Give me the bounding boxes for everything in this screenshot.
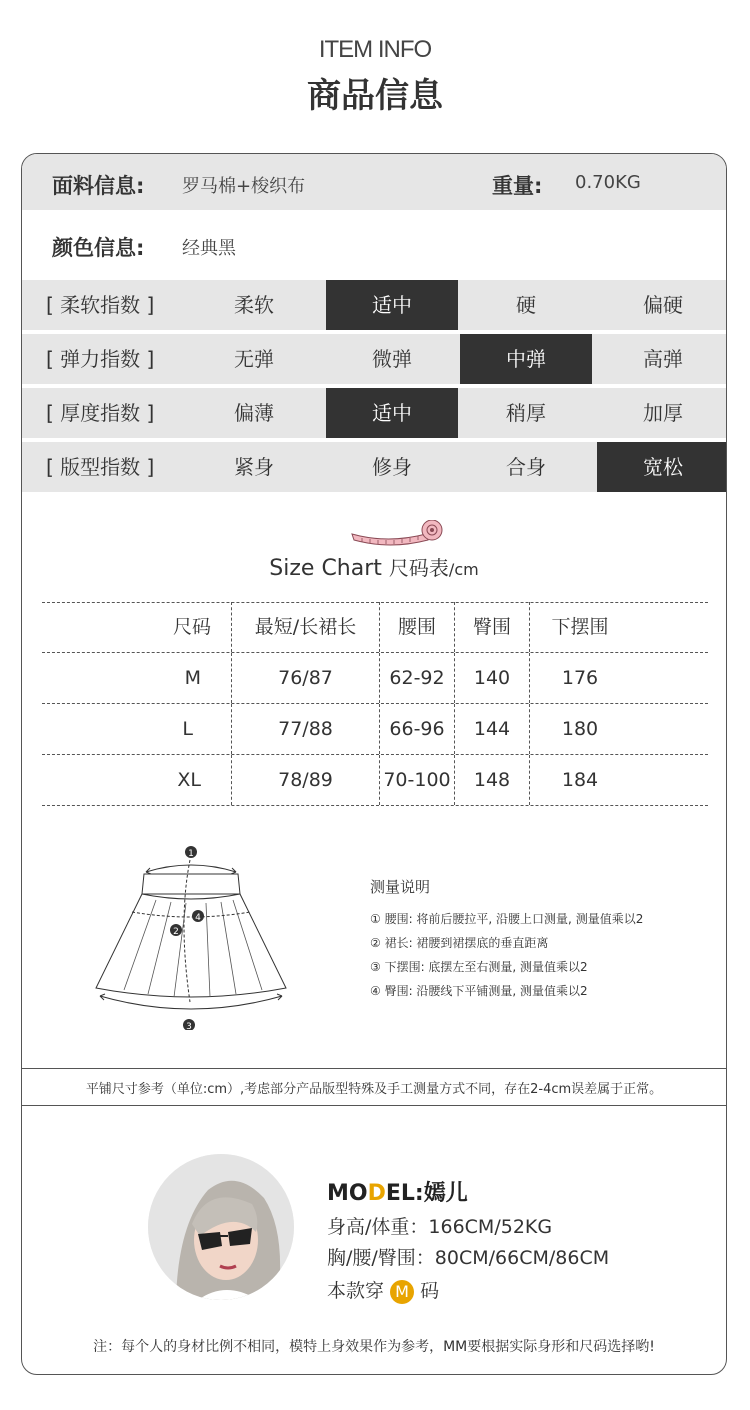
table-cell: 180 — [561, 718, 599, 740]
table-row — [42, 653, 708, 704]
index-option: 中弹 — [460, 334, 592, 384]
table-cell: 77/88 — [232, 704, 380, 754]
fabric-label: 面料信息: — [52, 174, 145, 198]
index-option: 微弹 — [372, 347, 412, 371]
measure-item: ③ 下摆围: 底摆左至右测量, 测量值乘以2 — [370, 960, 588, 974]
measure-item: ② 裙长: 裙腰到裙摆底的垂直距离 — [370, 936, 549, 950]
index-row-thickness — [22, 388, 726, 438]
model-note: 注：每个人的身材比例不相同，模特上身效果作为参考，MM要根据实际身形和尺码选择哟! — [93, 1339, 655, 1355]
table-cell: 176 — [561, 667, 599, 689]
model-prefix-accent: D — [367, 1181, 386, 1206]
table-header-cell: 下摆围 — [551, 616, 609, 638]
divider — [22, 1105, 726, 1106]
table-header-cell: 尺码 — [42, 602, 232, 652]
fabric-row — [22, 154, 726, 210]
product-info-card — [21, 153, 727, 1375]
index-name: [ 弹力指数 ] — [46, 347, 155, 371]
marker-label: 3 — [186, 1022, 192, 1030]
table-cell: XL — [42, 755, 232, 805]
index-option: 偏薄 — [234, 401, 274, 425]
table-cell: 144 — [455, 704, 530, 754]
table-cell: 140 — [455, 653, 530, 703]
index-option: 适中 — [326, 388, 458, 438]
weight-label: 重量: — [492, 174, 543, 198]
table-header-cell: 最短/长裙长 — [232, 602, 380, 652]
size-chart-unit: /cm — [448, 560, 479, 579]
model-photo-icon — [148, 1154, 294, 1300]
index-option: 偏硬 — [643, 293, 683, 317]
table-cell: 184 — [561, 769, 599, 791]
index-option: 加厚 — [643, 401, 683, 425]
model-name — [327, 1176, 468, 1207]
table-cell: 148 — [455, 755, 530, 805]
model-avatar — [148, 1154, 294, 1300]
index-option: 合身 — [506, 455, 546, 479]
table-row — [42, 755, 708, 806]
index-option: 适中 — [326, 280, 458, 330]
header-title-en: ITEM INFO — [318, 36, 432, 63]
header-title-zh: 商品信息 — [307, 76, 443, 116]
size-chart-title-zh: 尺码表 — [388, 556, 449, 580]
color-value: 经典黑 — [182, 238, 236, 259]
index-name: [ 柔软指数 ] — [46, 293, 155, 317]
table-row — [42, 704, 708, 755]
size-badge: M — [390, 1280, 414, 1304]
index-option: 高弹 — [643, 347, 683, 371]
model-prefix: MO — [327, 1181, 368, 1206]
index-option: 修身 — [372, 455, 412, 479]
table-header-row — [42, 602, 708, 653]
weight-value: 0.70KG — [575, 172, 641, 193]
model-prefix-end: EL: — [385, 1181, 424, 1206]
table-cell: 78/89 — [232, 755, 380, 805]
index-option: 紧身 — [234, 455, 274, 479]
index-option: 宽松 — [597, 442, 727, 492]
index-option: 稍厚 — [506, 401, 546, 425]
marker-label: 4 — [195, 913, 201, 923]
table-cell: 76/87 — [232, 653, 380, 703]
fabric-value: 罗马棉+梭织布 — [182, 176, 306, 197]
index-row-elasticity — [22, 334, 726, 384]
index-name: [ 厚度指数 ] — [46, 401, 155, 425]
model-measurements: 胸/腰/臀围：80CM/66CM/86CM — [327, 1247, 610, 1269]
tape-measure-icon — [348, 520, 448, 550]
index-option: 无弹 — [234, 347, 274, 371]
index-option: 柔软 — [234, 293, 274, 317]
tiling-note: 平铺尺寸参考（单位:cm）,考虑部分产品版型特殊及手工测量方式不同，存在2-4cm误差属于正常。 — [85, 1082, 663, 1097]
table-cell: 70-100 — [380, 755, 455, 805]
index-option: 硬 — [516, 293, 536, 317]
measure-title: 测量说明 — [370, 878, 431, 896]
model-height-weight: 身高/体重：166CM/52KG — [327, 1216, 553, 1238]
table-header-cell: 臀围 — [455, 602, 530, 652]
model-name-value: 嫣儿 — [423, 1181, 468, 1206]
model-size — [327, 1276, 439, 1304]
measure-item: ① 腰围: 将前后腰拉平, 沿腰上口测量, 测量值乘以2 — [370, 912, 644, 926]
table-cell: 62-92 — [380, 653, 455, 703]
marker-label: 1 — [188, 849, 194, 859]
index-row-fit — [22, 442, 726, 492]
model-size-suffix: 码 — [420, 1280, 440, 1302]
table-header-cell: 腰围 — [380, 602, 455, 652]
index-name: [ 版型指数 ] — [46, 455, 155, 479]
table-cell: 66-96 — [380, 704, 455, 754]
size-chart-title-en: Size Chart — [269, 556, 382, 581]
table-cell: M — [42, 653, 232, 703]
marker-label: 2 — [173, 927, 179, 937]
table-cell: L — [42, 704, 232, 754]
measure-item: ④ 臀围: 沿腰线下平铺测量, 测量值乘以2 — [370, 984, 588, 998]
skirt-diagram — [86, 840, 306, 1030]
model-size-prefix: 本款穿 — [327, 1280, 385, 1302]
color-label: 颜色信息: — [52, 236, 145, 260]
index-row-softness — [22, 280, 726, 330]
divider — [22, 1068, 726, 1069]
size-chart-title — [22, 552, 726, 581]
